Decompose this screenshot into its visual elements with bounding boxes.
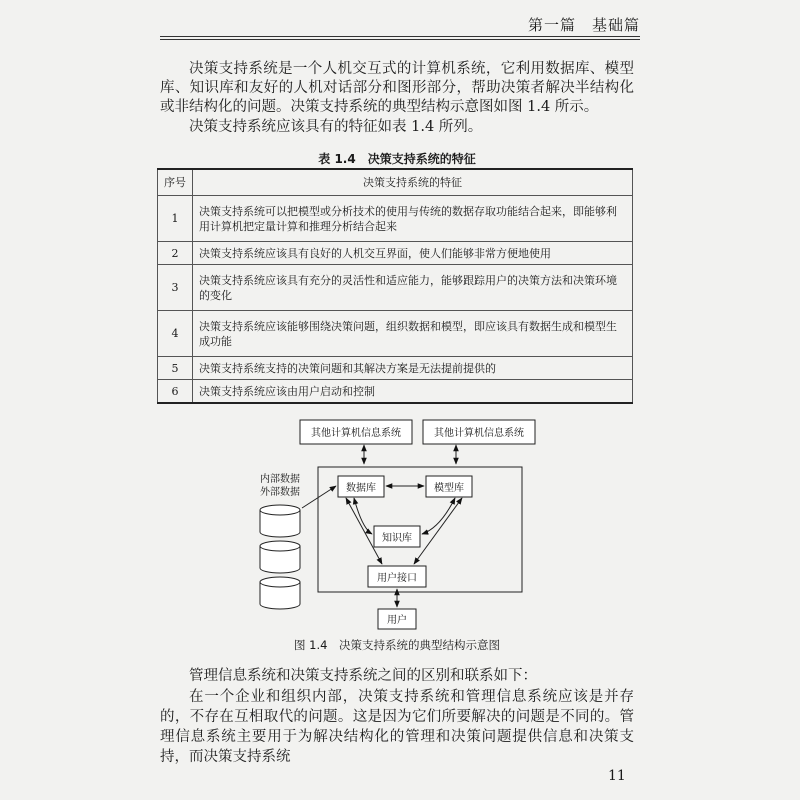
row-text: 决策支持系统应该能够围绕决策问题，组织数据和模型，即应该具有数据生成和模型生成功能 [193, 311, 633, 357]
intro-paragraph: 决策支持系统是一个人机交互式的计算机系统，它利用数据库、模型库、知识库和友好的人机对话部分和图形部分，帮助决策者解决半结构化或非结构化的问题。决策支持系统的典型结构示意图如图 1.4 所示。 [160, 61, 634, 115]
row-text: 决策支持系统应该具有良好的人机交互界面，使人们能够非常方便地使用 [193, 242, 633, 265]
page-number: 11 [608, 768, 626, 784]
connector-arrow [414, 498, 462, 564]
row-number: 6 [158, 380, 193, 404]
row-text: 决策支持系统应该由用户启动和控制 [193, 380, 633, 404]
table-row [158, 242, 633, 265]
figure-caption: 图 1.4 决策支持系统的典型结构示意图 [294, 638, 500, 652]
body-paragraph: 在一个企业和组织内部，决策支持系统和管理信息系统应该是并存的，不存在互相取代的问题。这是因为它们所要解决的问题是不同的。管理信息系统主要用于为解决结构化的管理和决策问题提供信息和决策支持，而决策支持系统 [160, 689, 634, 765]
data-cylinder [260, 505, 300, 537]
connector-arrow [302, 486, 336, 508]
header-feature: 决策支持系统的特征 [193, 169, 633, 196]
model-base-label: 模型库 [434, 483, 464, 494]
other-system-label: 其他计算机信息系统 [434, 428, 524, 439]
row-text: 决策支持系统支持的决策问题和其解决方案是无法提前提供的 [193, 357, 633, 380]
row-number: 3 [158, 265, 193, 311]
external-data-label: 外部数据 [260, 487, 300, 498]
internal-data-label: 内部数据 [260, 474, 300, 485]
dss-structure-diagram [250, 412, 550, 632]
body-paragraph: 管理信息系统和决策支持系统之间的区别和联系如下： [189, 668, 537, 684]
running-header: 第一篇 基础篇 [527, 16, 640, 34]
header-number: 序号 [158, 169, 193, 196]
table-row [158, 265, 633, 311]
other-system-label: 其他计算机信息系统 [311, 428, 401, 439]
table-row [158, 196, 633, 242]
row-number: 1 [158, 196, 193, 242]
database-label: 数据库 [346, 483, 376, 494]
knowledge-base-label: 知识库 [382, 533, 412, 544]
data-cylinder [260, 577, 300, 609]
row-number: 2 [158, 242, 193, 265]
table-row [158, 357, 633, 380]
connector-arrow [422, 498, 455, 534]
row-number: 4 [158, 311, 193, 357]
user-label: 用户 [387, 615, 407, 626]
row-number: 5 [158, 357, 193, 380]
user-interface-label: 用户接口 [377, 573, 417, 584]
table-intro-paragraph: 决策支持系统应该具有的特征如表 1.4 所列。 [189, 119, 483, 135]
features-table [157, 168, 633, 404]
row-text: 决策支持系统应该具有充分的灵活性和适应能力，能够跟踪用户的决策方法和决策环境的变化 [193, 265, 633, 311]
row-text: 决策支持系统可以把模型或分析技术的使用与传统的数据存取功能结合起来，即能够利用计算机把定量计算和推理分析结合起来 [193, 196, 633, 242]
table-caption: 表 1.4 决策支持系统的特征 [318, 152, 476, 166]
header-rule [160, 36, 640, 40]
table-header-row [158, 169, 633, 196]
data-cylinder [260, 541, 300, 573]
table-row [158, 311, 633, 357]
table-row [158, 380, 633, 404]
